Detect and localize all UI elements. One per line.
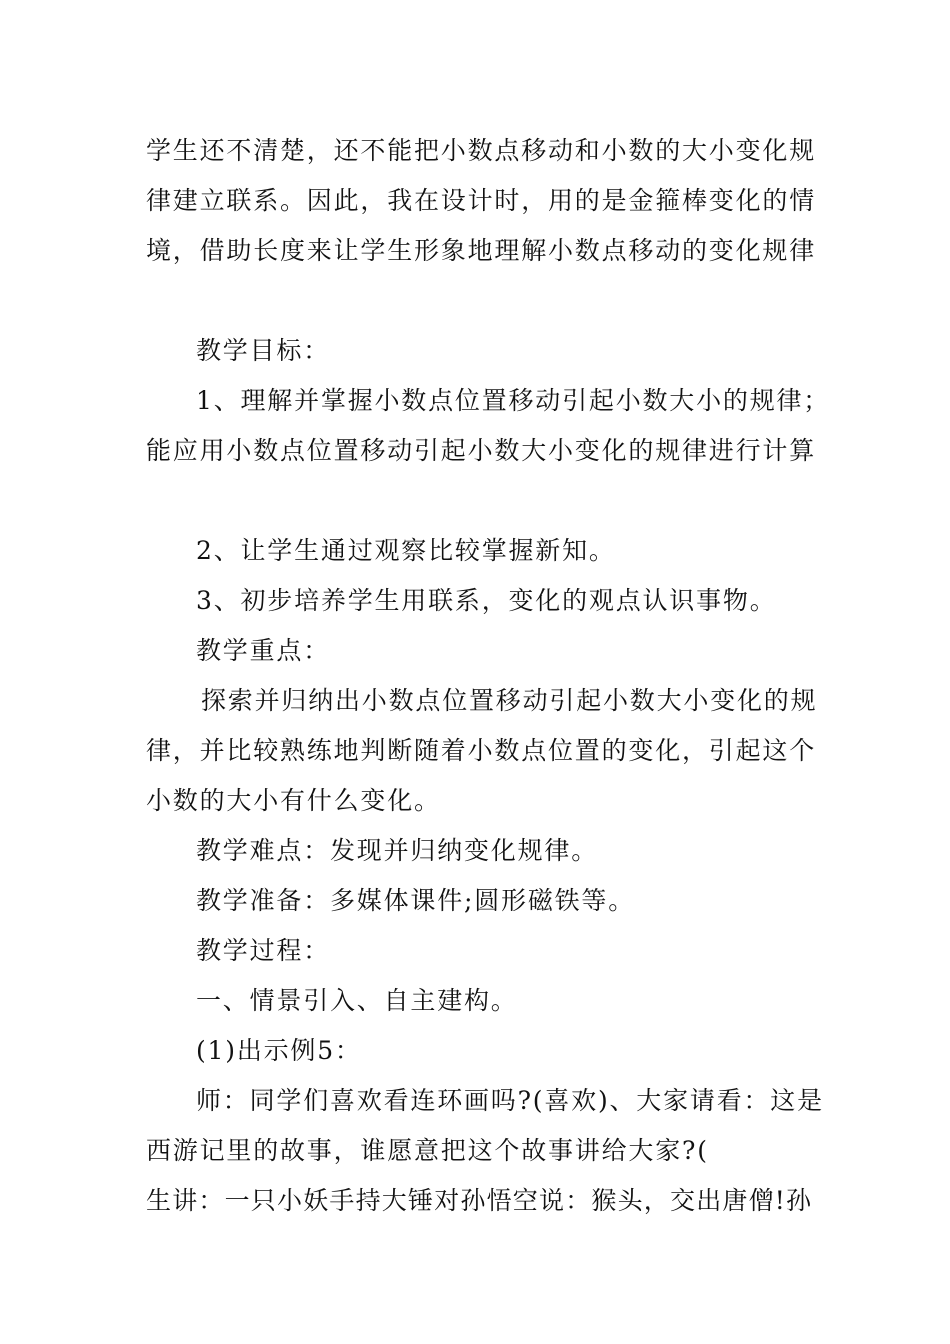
paragraph-line: 师：同学们喜欢看连环画吗?(喜欢)、大家请看：这是 [196,1086,824,1115]
paragraph-line: 探索并归纳出小数点位置移动引起小数大小变化的规 [201,686,818,715]
paragraph-line: 一、情景引入、自主建构。 [196,986,518,1015]
paragraph-line: 教学难点：发现并归纳变化规律。 [196,836,599,865]
paragraph-line: (1)出示例5： [196,1036,362,1065]
paragraph-line: 3、初步培养学生用联系，变化的观点认识事物。 [196,586,777,615]
paragraph-line: 小数的大小有什么变化。 [146,786,441,815]
paragraph-line: 生讲：一只小妖手持大锤对孙悟空说：猴头，交出唐僧!孙 [146,1186,813,1215]
paragraph-line: 律，并比较熟练地判断随着小数点位置的变化，引起这个 [146,736,817,765]
section-heading: 教学重点： [196,636,331,665]
paragraph-line: 教学准备：多媒体课件;圆形磁铁等。 [196,886,636,915]
paragraph-line: 能应用小数点位置移动引起小数大小变化的规律进行计算 [146,436,817,465]
paragraph-line: 学生还不清楚，还不能把小数点移动和小数的大小变化规 [146,136,817,165]
paragraph-line: 律建立联系。因此，我在设计时，用的是金箍棒变化的情 [146,186,817,215]
section-heading: 教学目标： [196,336,331,365]
paragraph-line: 境，借助长度来让学生形象地理解小数点移动的变化规律 [146,236,817,265]
section-heading: 教学过程： [196,936,331,965]
paragraph-line: 2、让学生通过观察比较掌握新知。 [196,536,616,565]
paragraph-line: 西游记里的故事，谁愿意把这个故事讲给大家?( [146,1136,709,1165]
paragraph-line: 1、理解并掌握小数点位置移动引起小数大小的规律； [196,386,831,415]
